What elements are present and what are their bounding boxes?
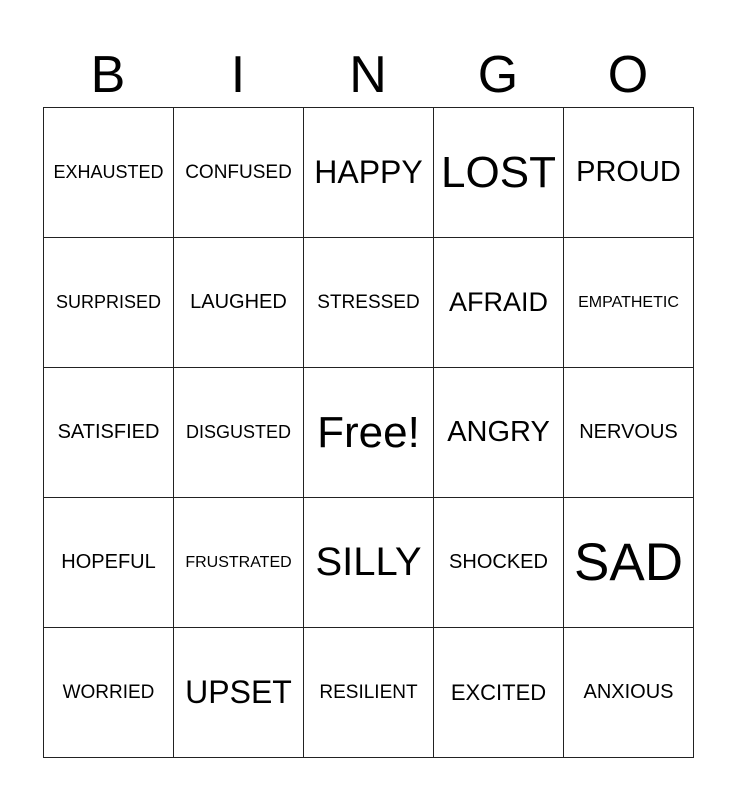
bingo-cell: HOPEFUL [44, 498, 174, 628]
bingo-cell: LAUGHED [174, 238, 304, 368]
grid-row [44, 368, 694, 498]
bingo-cell: UPSET [174, 628, 304, 758]
bingo-cell: EXHAUSTED [44, 108, 174, 238]
bingo-cell: STRESSED [304, 238, 434, 368]
bingo-cell: FRUSTRATED [174, 498, 304, 628]
bingo-cell: ANXIOUS [564, 628, 694, 758]
bingo-cell: CONFUSED [174, 108, 304, 238]
grid-row [44, 498, 694, 628]
header-letter-i: I [230, 46, 246, 104]
grid-row [44, 628, 694, 758]
bingo-cell: SHOCKED [434, 498, 564, 628]
bingo-cell: SURPRISED [44, 238, 174, 368]
header-letter-g: G [477, 46, 519, 104]
grid-row [44, 238, 694, 368]
header-letter-o: O [607, 46, 649, 104]
grid-row [44, 108, 694, 238]
bingo-card-grid [43, 107, 694, 758]
bingo-cell: RESILIENT [304, 628, 434, 758]
bingo-cell: EMPATHETIC [564, 238, 694, 368]
bingo-cell: NERVOUS [564, 368, 694, 498]
bingo-cell: ANGRY [434, 368, 564, 498]
bingo-cell: DISGUSTED [174, 368, 304, 498]
free-space-cell: Free! [304, 368, 434, 498]
bingo-cell: SAD [564, 498, 694, 628]
bingo-cell: PROUD [564, 108, 694, 238]
bingo-cell: HAPPY [304, 108, 434, 238]
bingo-cell: AFRAID [434, 238, 564, 368]
bingo-cell: WORRIED [44, 628, 174, 758]
bingo-cell: SATISFIED [44, 368, 174, 498]
header-letter-n: N [349, 46, 387, 104]
bingo-cell: EXCITED [434, 628, 564, 758]
header-letter-b: B [90, 46, 126, 104]
bingo-cell: LOST [434, 108, 564, 238]
bingo-cell: SILLY [304, 498, 434, 628]
bingo-header [43, 44, 693, 106]
